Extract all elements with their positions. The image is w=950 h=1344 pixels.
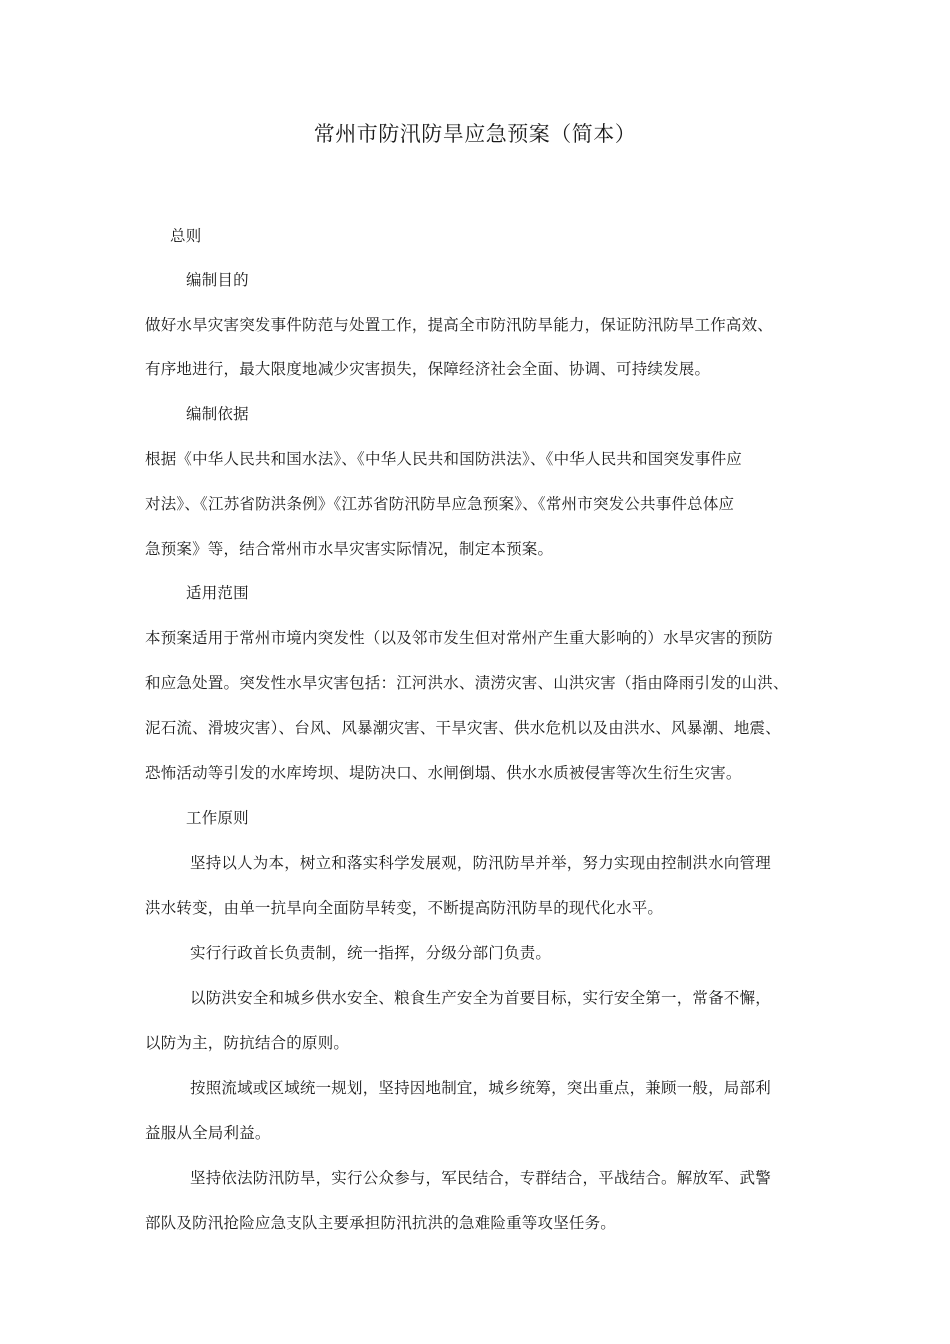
principle-text-line: 以防洪安全和城乡供水安全、粮食生产安全为首要目标，实行安全第一，常备不懈， xyxy=(190,989,771,1007)
principle-text-line: 益服从全局利益。 xyxy=(145,1124,271,1142)
principle-text-line: 洪水转变，由单一抗旱向全面防旱转变，不断提高防汛防旱的现代化水平。 xyxy=(145,899,664,917)
purpose-text-line: 有序地进行，最大限度地减少灾害损失，保障经济社会全面、协调、可持续发展。 xyxy=(145,360,711,378)
scope-text-line: 恐怖活动等引发的水库垮坝、堤防决口、水闸倒塌、供水水质被侵害等次生衍生灾害。 xyxy=(145,764,742,782)
principle-text-line: 部队及防汛抢险应急支队主要承担防汛抗洪的急难险重等攻坚任务。 xyxy=(145,1214,617,1232)
basis-text-line: 对法》、《江苏省防洪条例》《江苏省防汛防旱应急预案》、《常州市突发公共事件总体应 xyxy=(145,495,735,513)
heading-basis: 编制依据 xyxy=(186,405,249,423)
heading-purpose: 编制目的 xyxy=(186,271,249,289)
basis-text-line: 根据《中华人民共和国水法》、《中华人民共和国防洪法》、《中华人民共和国突发事件应 xyxy=(145,450,743,468)
principle-text-line: 按照流域或区域统一规划，坚持因地制宜，城乡统筹，突出重点，兼顾一般，局部利 xyxy=(190,1079,771,1097)
scope-text-line: 和应急处置。突发性水旱灾害包括：江河洪水、渍涝灾害、山洪灾害（指由降雨引发的山洪、 xyxy=(145,674,789,692)
purpose-text-line: 做好水旱灾害突发事件防范与处置工作，提高全市防汛防旱能力，保证防汛防旱工作高效、 xyxy=(145,316,774,334)
section-heading-general: 总则 xyxy=(170,227,202,245)
heading-scope: 适用范围 xyxy=(186,584,249,602)
principle-text-line: 坚持依法防汛防旱，实行公众参与，军民结合，专群结合，平战结合。解放军、武警 xyxy=(190,1169,771,1187)
principle-text-line: 实行行政首长负责制，统一指挥，分级分部门负责。 xyxy=(190,944,552,962)
scope-text-line: 本预案适用于常州市境内突发性（以及邻市发生但对常州产生重大影响的）水旱灾害的预防 xyxy=(145,629,774,647)
principle-text-line: 以防为主，防抗结合的原则。 xyxy=(145,1034,350,1052)
document-title: 常州市防汛防旱应急预案（简本） xyxy=(313,122,637,146)
principle-text-line: 坚持以人为本，树立和落实科学发展观，防汛防旱并举，努力实现由控制洪水向管理 xyxy=(190,854,771,872)
basis-text-line: 急预案》等，结合常州市水旱灾害实际情况，制定本预案。 xyxy=(145,540,554,558)
heading-principles: 工作原则 xyxy=(186,809,249,827)
scope-text-line: 泥石流、滑坡灾害）、台风、风暴潮灾害、干旱灾害、供水危机以及由洪水、风暴潮、地震、 xyxy=(145,719,781,737)
